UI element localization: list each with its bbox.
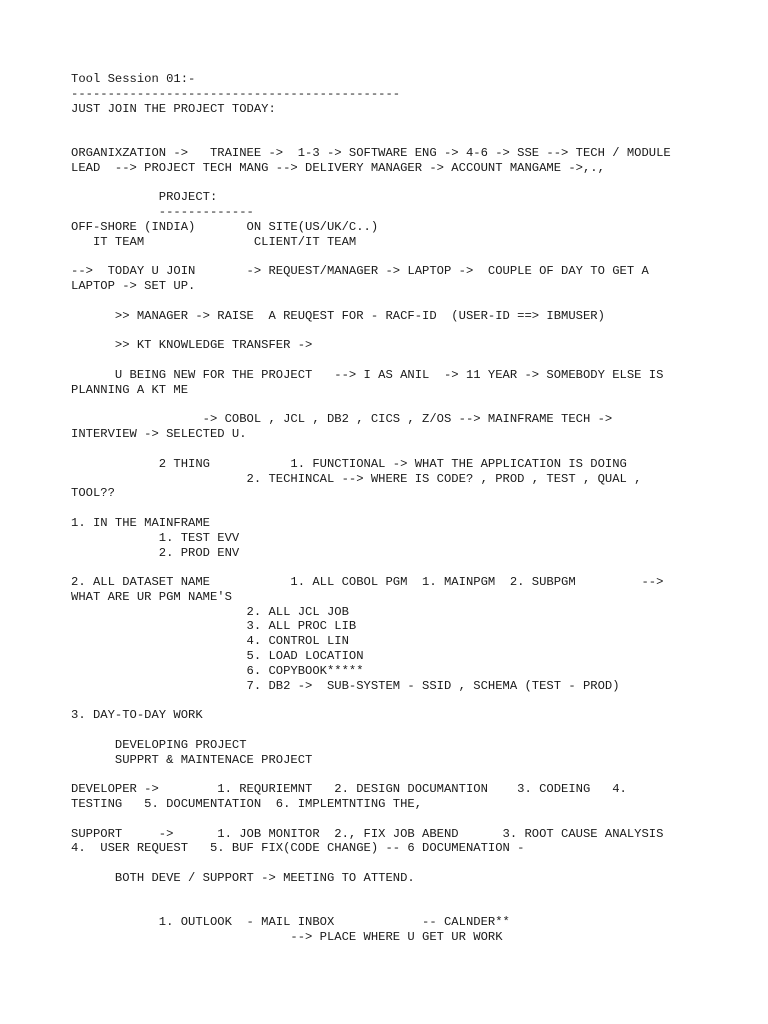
document-body [71, 72, 751, 945]
text-line: 5. LOAD LOCATION [71, 649, 364, 664]
text-line: INTERVIEW -> SELECTED U. [71, 427, 247, 442]
text-line: SUPPRT & MAINTENACE PROJECT [71, 752, 313, 767]
text-line: 2. ALL JCL JOB [71, 604, 349, 619]
text-line [71, 131, 751, 146]
text-line: 3. ALL PROC LIB [71, 619, 357, 634]
text-line [71, 901, 751, 916]
text-line [71, 723, 751, 738]
text-line: OFF-SHORE (INDIA) ON SITE(US/UK/C..) [71, 219, 379, 234]
text-line [71, 398, 751, 413]
text-line [71, 116, 751, 131]
text-line: 7. DB2 -> SUB-SYSTEM - SSID , SCHEMA (TEST - PROD) [71, 678, 620, 693]
text-line [71, 294, 751, 309]
text-line: 2. PROD ENV [71, 545, 240, 560]
text-line: >> MANAGER -> RAISE A REUQEST FOR - RACF-ID (USER-ID ==> IBMUSER) [71, 308, 605, 323]
text-line [71, 501, 751, 516]
text-line [71, 812, 751, 827]
text-line: JUST JOIN THE PROJECT TODAY: [71, 101, 276, 116]
text-line: ORGANIXZATION -> TRAINEE -> 1-3 -> SOFTWARE ENG -> 4-6 -> SSE --> TECH / MODULE [71, 145, 671, 160]
text-line: --> TODAY U JOIN -> REQUEST/MANAGER -> LAPTOP -> COUPLE OF DAY TO GET A [71, 264, 649, 279]
text-line: --------------------------------------------- [71, 86, 401, 101]
text-line: DEVELOPER -> 1. REQURIEMNT 2. DESIGN DOCUMANTION 3. CODEING 4. [71, 782, 627, 797]
text-line: DEVELOPING PROJECT [71, 737, 247, 752]
text-line: 6. COPYBOOK***** [71, 663, 364, 678]
text-line: 4. CONTROL LIN [71, 634, 349, 649]
text-line: 1. IN THE MAINFRAME [71, 515, 210, 530]
text-line [71, 560, 751, 575]
text-line [71, 693, 751, 708]
text-line [71, 767, 751, 782]
text-line [71, 250, 751, 265]
text-line [71, 324, 751, 339]
text-line [71, 176, 751, 191]
text-line: IT TEAM CLIENT/IT TEAM [71, 234, 357, 249]
text-line [71, 442, 751, 457]
text-line [71, 353, 751, 368]
text-line: BOTH DEVE / SUPPORT -> MEETING TO ATTEND. [71, 871, 415, 886]
text-line: SUPPORT -> 1. JOB MONITOR 2., FIX JOB ABEND 3. ROOT CAUSE ANALYSIS [71, 826, 664, 841]
text-line: 4. USER REQUEST 5. BUF FIX(CODE CHANGE) -- 6 DOCUMENATION - [71, 841, 525, 856]
text-line: PROJECT: [71, 190, 218, 205]
text-line: U BEING NEW FOR THE PROJECT --> I AS ANIL -> 11 YEAR -> SOMEBODY ELSE IS [71, 367, 664, 382]
text-line: 2 THING 1. FUNCTIONAL -> WHAT THE APPLICATION IS DOING [71, 456, 627, 471]
text-line: --> PLACE WHERE U GET UR WORK [71, 930, 503, 945]
text-line: 3. DAY-TO-DAY WORK [71, 708, 203, 723]
text-line: TESTING 5. DOCUMENTATION 6. IMPLEMTNTING THE, [71, 797, 423, 812]
text-line: WHAT ARE UR PGM NAME'S [71, 589, 232, 604]
text-line: 2. ALL DATASET NAME 1. ALL COBOL PGM 1. MAINPGM 2. SUBPGM --> [71, 575, 664, 590]
text-line: LEAD --> PROJECT TECH MANG --> DELIVERY MANAGER -> ACCOUNT MANGAME ->,., [71, 160, 605, 175]
text-line: 2. TECHINCAL --> WHERE IS CODE? , PROD , TEST , QUAL , [71, 471, 642, 486]
text-line: PLANNING A KT ME [71, 382, 189, 397]
text-line [71, 886, 751, 901]
text-line: 1. OUTLOOK - MAIL INBOX -- CALNDER** [71, 915, 510, 930]
text-line: -> COBOL , JCL , DB2 , CICS , Z/OS --> MAINFRAME TECH -> [71, 412, 613, 427]
text-line: LAPTOP -> SET UP. [71, 279, 196, 294]
text-line: TOOL?? [71, 486, 115, 501]
text-line: >> KT KNOWLEDGE TRANSFER -> [71, 338, 313, 353]
text-line [71, 856, 751, 871]
text-line: ------------- [71, 205, 254, 220]
text-line: 1. TEST EVV [71, 530, 240, 545]
text-line: Tool Session 01:- [71, 72, 196, 86]
